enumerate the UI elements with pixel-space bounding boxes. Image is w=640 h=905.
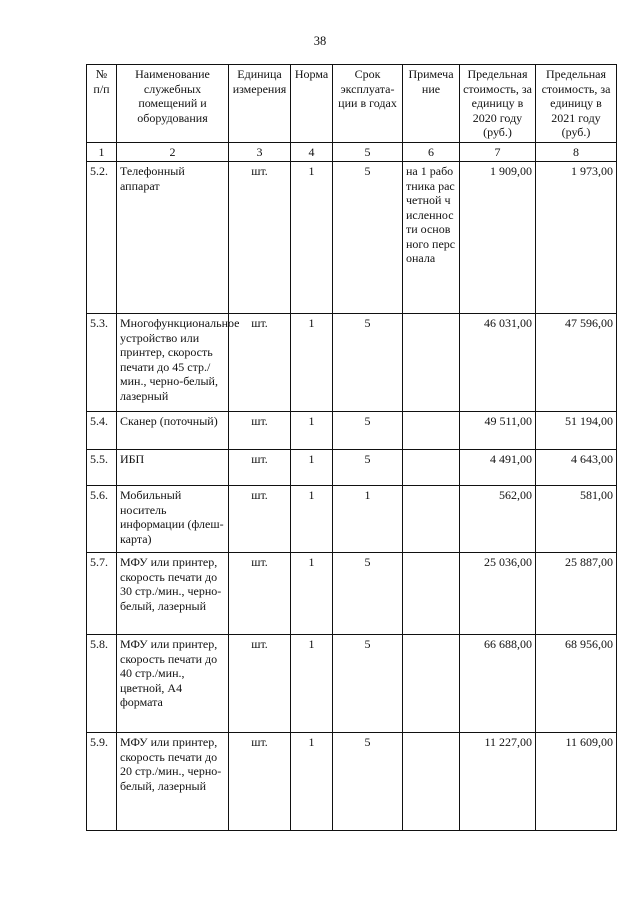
note-cell xyxy=(403,553,460,635)
note-cell xyxy=(403,486,460,553)
column-number: 4 xyxy=(291,142,333,162)
price-2020-cell: 49 511,00 xyxy=(460,412,536,450)
price-2021-cell: 4 643,00 xyxy=(536,450,617,486)
item-name: МФУ или принтер, скорость печати до 40 стр./мин., цветной, А4 формата xyxy=(117,635,229,733)
norm-cell: 1 xyxy=(291,486,333,553)
column-number: 3 xyxy=(229,142,291,162)
price-2021-cell: 47 596,00 xyxy=(536,314,617,412)
term-cell: 5 xyxy=(333,412,403,450)
table-header-row xyxy=(87,65,617,143)
term-cell: 5 xyxy=(333,162,403,314)
table-row xyxy=(87,635,617,733)
column-number: 8 xyxy=(536,142,617,162)
norm-cell: 1 xyxy=(291,314,333,412)
term-cell: 5 xyxy=(333,450,403,486)
unit-cell: шт. xyxy=(229,553,291,635)
table-row xyxy=(87,450,617,486)
norm-cell: 1 xyxy=(291,553,333,635)
row-number: 5.7. xyxy=(87,553,117,635)
header-cell: Предельная стоимость, за единицу в 2021 году (руб.) xyxy=(536,65,617,143)
price-2020-cell: 1 909,00 xyxy=(460,162,536,314)
equipment-norms-table xyxy=(86,64,617,831)
column-number-row xyxy=(87,142,617,162)
column-number: 1 xyxy=(87,142,117,162)
table-row xyxy=(87,412,617,450)
unit-cell: шт. xyxy=(229,314,291,412)
note-cell: на 1 работника расчетной численности основного персонала xyxy=(403,162,460,314)
header-cell: Примеча ние xyxy=(403,65,460,143)
unit-cell: шт. xyxy=(229,412,291,450)
note-cell xyxy=(403,314,460,412)
row-number: 5.5. xyxy=(87,450,117,486)
unit-cell: шт. xyxy=(229,450,291,486)
price-2020-cell: 562,00 xyxy=(460,486,536,553)
term-cell: 5 xyxy=(333,635,403,733)
row-number: 5.4. xyxy=(87,412,117,450)
header-cell: Единица измерения xyxy=(229,65,291,143)
term-cell: 1 xyxy=(333,486,403,553)
norm-cell: 1 xyxy=(291,162,333,314)
unit-cell: шт. xyxy=(229,162,291,314)
price-2021-cell: 51 194,00 xyxy=(536,412,617,450)
norm-cell: 1 xyxy=(291,412,333,450)
table-row xyxy=(87,486,617,553)
item-name: ИБП xyxy=(117,450,229,486)
header-cell: № п/п xyxy=(87,65,117,143)
item-name: Мобильный носитель информации (флеш-карта) xyxy=(117,486,229,553)
column-number: 6 xyxy=(403,142,460,162)
unit-cell: шт. xyxy=(229,486,291,553)
column-number: 5 xyxy=(333,142,403,162)
norm-cell: 1 xyxy=(291,450,333,486)
row-number: 5.3. xyxy=(87,314,117,412)
header-cell: Предельная стоимость, за единицу в 2020 году (руб.) xyxy=(460,65,536,143)
price-2021-cell: 25 887,00 xyxy=(536,553,617,635)
table-row xyxy=(87,733,617,831)
term-cell: 5 xyxy=(333,733,403,831)
column-number: 7 xyxy=(460,142,536,162)
item-name: МФУ или принтер, скорость печати до 30 стр./мин., черно-белый, лазерный xyxy=(117,553,229,635)
price-2020-cell: 4 491,00 xyxy=(460,450,536,486)
price-2020-cell: 66 688,00 xyxy=(460,635,536,733)
table-row xyxy=(87,162,617,314)
price-2021-cell: 68 956,00 xyxy=(536,635,617,733)
note-cell xyxy=(403,733,460,831)
item-name: Телефонный аппарат xyxy=(117,162,229,314)
row-number: 5.8. xyxy=(87,635,117,733)
note-cell xyxy=(403,635,460,733)
header-cell: Наименование служебных помещений и оборудования xyxy=(117,65,229,143)
norm-cell: 1 xyxy=(291,733,333,831)
unit-cell: шт. xyxy=(229,635,291,733)
norm-cell: 1 xyxy=(291,635,333,733)
header-cell: Срок эксплуата-ции в годах xyxy=(333,65,403,143)
row-number: 5.6. xyxy=(87,486,117,553)
term-cell: 5 xyxy=(333,314,403,412)
column-number: 2 xyxy=(117,142,229,162)
note-cell xyxy=(403,450,460,486)
price-2021-cell: 1 973,00 xyxy=(536,162,617,314)
table-row xyxy=(87,314,617,412)
row-number: 5.2. xyxy=(87,162,117,314)
note-cell xyxy=(403,412,460,450)
table-row xyxy=(87,553,617,635)
item-name: МФУ или принтер, скорость печати до 20 стр./мин., черно-белый, лазерный xyxy=(117,733,229,831)
price-2020-cell: 11 227,00 xyxy=(460,733,536,831)
price-2021-cell: 11 609,00 xyxy=(536,733,617,831)
header-cell: Норма xyxy=(291,65,333,143)
price-2020-cell: 25 036,00 xyxy=(460,553,536,635)
price-2020-cell: 46 031,00 xyxy=(460,314,536,412)
item-name: Сканер (поточный) xyxy=(117,412,229,450)
item-name: Многофункциональное устройство или принтер, скорость печати до 45 стр./мин., черно-белый, лазерный xyxy=(117,314,229,412)
row-number: 5.9. xyxy=(87,733,117,831)
page-number: 38 xyxy=(313,34,327,48)
price-2021-cell: 581,00 xyxy=(536,486,617,553)
term-cell: 5 xyxy=(333,553,403,635)
unit-cell: шт. xyxy=(229,733,291,831)
